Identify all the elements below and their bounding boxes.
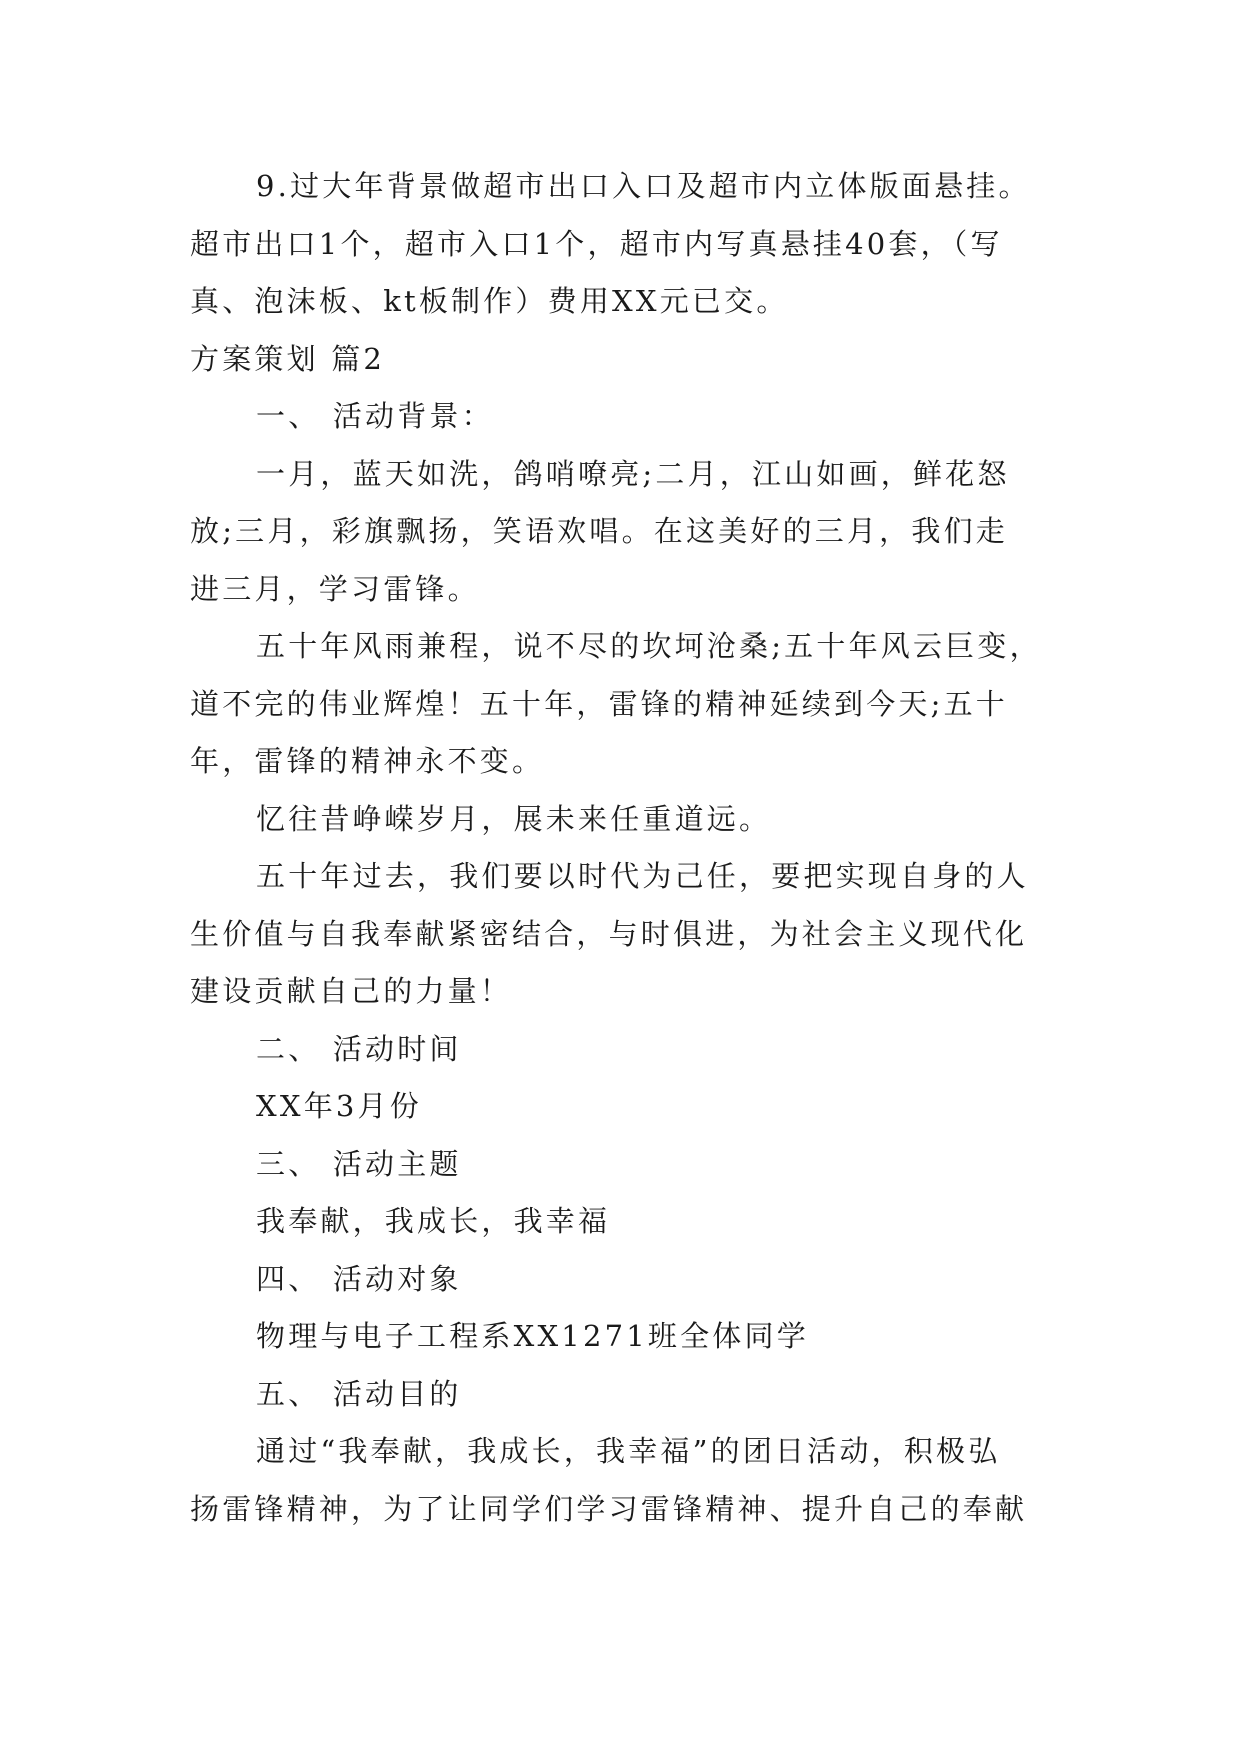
- section-heading: 方案策划 篇2: [190, 341, 386, 376]
- paragraph-line: 物理与电子工程系XX1271班全体同学: [256, 1319, 809, 1353]
- document-body: [190, 158, 1070, 1538]
- paragraph-line: 忆往昔峥嵘岁月，展未来任重道远。: [256, 801, 772, 836]
- paragraph-line: 通过“我奉献，我成长，我幸福”的团日活动，积极弘: [256, 1434, 1001, 1468]
- paragraph-line: 9.过大年背景做超市出口入口及超市内立体版面悬挂。: [256, 169, 1031, 203]
- paragraph-line: 我奉献，我成长，我幸福: [256, 1204, 611, 1238]
- paragraph-line: 五十年风雨兼程，说不尽的坎坷沧桑;五十年风云巨变，: [256, 629, 1042, 663]
- paragraph-line: 生价值与自我奉献紧密结合，与时俱进，为社会主义现代化: [190, 916, 1028, 951]
- paragraph-line: 扬雷锋精神，为了让同学们学习雷锋精神、提升自己的奉献: [190, 1491, 1028, 1526]
- paragraph-line: 真、泡沫板、kt板制作）费用XX元已交。: [190, 284, 789, 318]
- paragraph-line: 建设贡献自己的力量！: [190, 974, 513, 1008]
- subsection-heading: 二、 活动时间: [256, 1031, 462, 1066]
- subsection-heading: 三、 活动主题: [256, 1146, 462, 1181]
- subsection-heading: 五、 活动目的: [256, 1376, 462, 1411]
- paragraph-line: 年，雷锋的精神永不变。: [190, 744, 545, 778]
- paragraph-line: 五十年过去，我们要以时代为己任，要把实现自身的人: [256, 859, 1029, 893]
- paragraph-line: 道不完的伟业辉煌！五十年，雷锋的精神延续到今天;五十: [190, 686, 1008, 721]
- paragraph-line: 进三月，学习雷锋。: [190, 571, 480, 606]
- subsection-heading: 一、 活动背景：: [256, 399, 494, 433]
- paragraph-line: 放;三月，彩旗飘扬，笑语欢唱。在这美好的三月，我们走: [190, 514, 1008, 548]
- paragraph-line: 一月，蓝天如洗，鸽哨嘹亮;二月，江山如画，鲜花怒: [256, 456, 1010, 491]
- subsection-heading: 四、 活动对象: [256, 1261, 462, 1296]
- paragraph-line: XX年3月份: [256, 1089, 422, 1123]
- paragraph-line: 超市出口1个，超市入口1个，超市内写真悬挂40套，（写: [190, 226, 1003, 261]
